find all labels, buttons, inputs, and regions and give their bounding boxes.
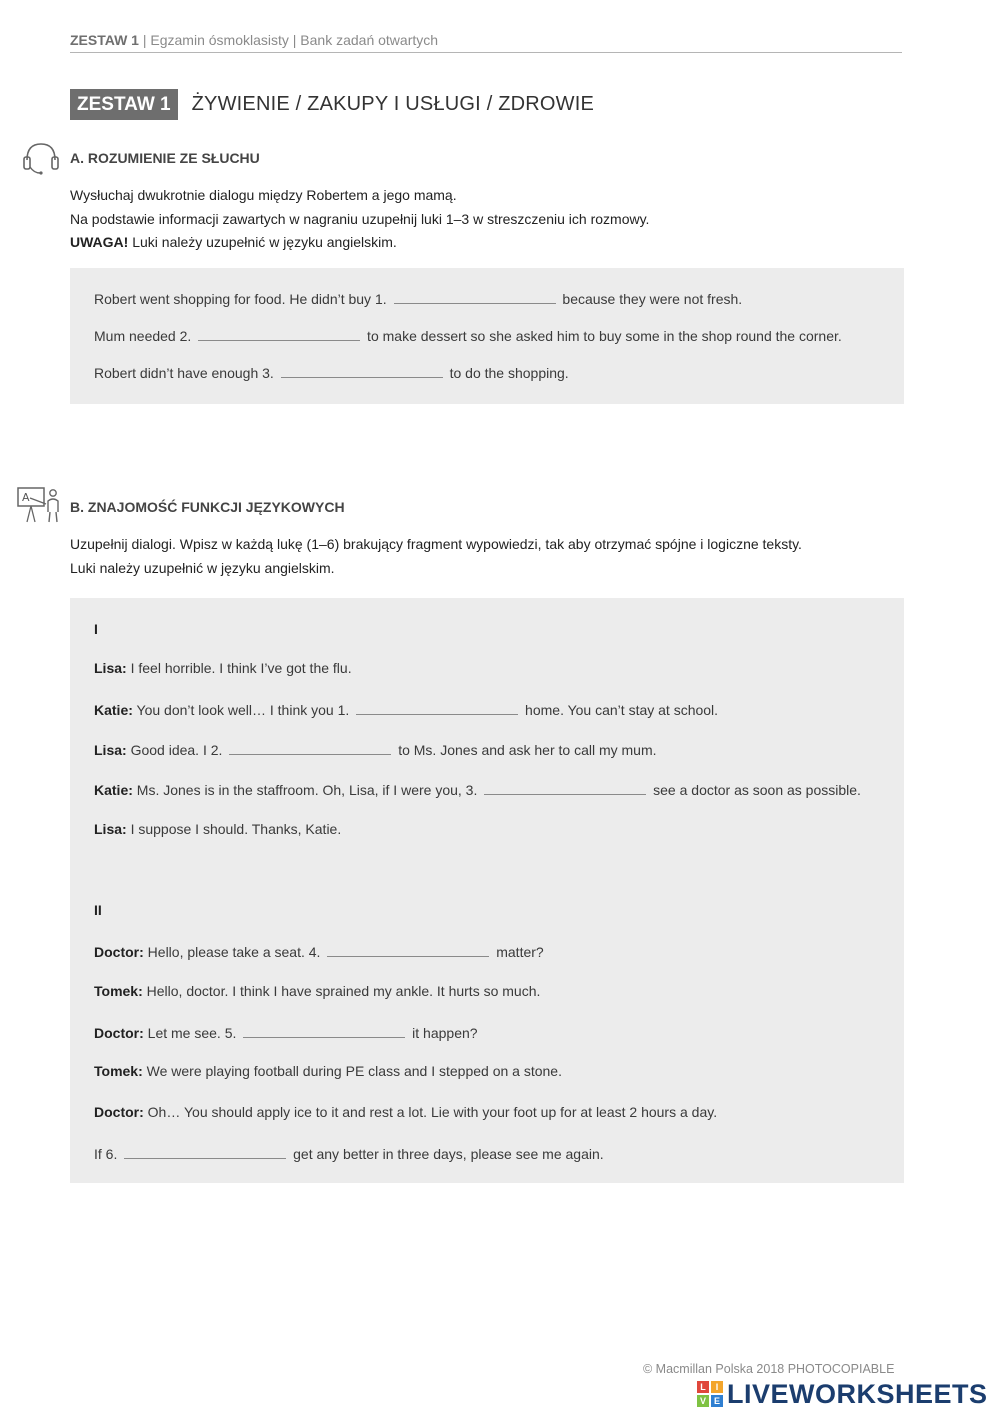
line-text: it happen? bbox=[408, 1025, 478, 1041]
section-b-instructions bbox=[70, 533, 802, 580]
line-text: see a doctor as soon as possible. bbox=[649, 782, 861, 798]
set-title bbox=[70, 88, 594, 120]
line-text: Mum needed 2. bbox=[94, 328, 196, 344]
gap-2-input[interactable] bbox=[198, 326, 360, 341]
dialog-line bbox=[94, 1104, 717, 1120]
line-text: to make dessert so she asked him to buy some in the shop round the corner. bbox=[363, 328, 842, 344]
gap-6-input[interactable] bbox=[124, 1144, 286, 1159]
gap-1-input[interactable] bbox=[356, 700, 518, 715]
logo-text: LIVEWORKSHEETS bbox=[727, 1378, 988, 1409]
instruction-line: Uzupełnij dialogi. Wpisz w każdą lukę (1–6) brakujący fragment wypowiedzi, tak aby otrzymać spójne i logiczne teksty. bbox=[70, 536, 802, 552]
gap-4-input[interactable] bbox=[327, 942, 489, 957]
instruction-line: Wysłuchaj dwukrotnie dialogu między Robertem a jego mamą. bbox=[70, 187, 457, 203]
gap-3-input[interactable] bbox=[281, 363, 443, 378]
line-text: Robert didn’t have enough 3. bbox=[94, 365, 278, 381]
warning-label: UWAGA! bbox=[70, 234, 129, 250]
speaker-name: Doctor: bbox=[94, 944, 144, 960]
line-text: Hello, doctor. I think I have sprained my ankle. It hurts so much. bbox=[142, 983, 541, 999]
dialog-line bbox=[94, 780, 861, 798]
headphones-icon bbox=[22, 140, 60, 181]
instruction-line: Luki należy uzupełnić w języku angielskim. bbox=[70, 559, 335, 576]
line-text: Good idea. I 2. bbox=[126, 742, 227, 758]
line-text: I suppose I should. Thanks, Katie. bbox=[126, 821, 342, 837]
section-a-exercise-box bbox=[70, 268, 904, 404]
teacher-board-icon bbox=[16, 485, 64, 530]
header-set-label: ZESTAW 1 bbox=[70, 32, 139, 48]
speaker-name: Katie: bbox=[94, 702, 133, 718]
dialog-line bbox=[94, 660, 352, 676]
section-b-heading: B. ZNAJOMOŚĆ FUNKCJI JĘZYKOWYCH bbox=[70, 499, 345, 515]
logo-letter-grid bbox=[697, 1381, 723, 1407]
dialog-2-label: II bbox=[94, 902, 102, 918]
section-b-exercise-box bbox=[70, 598, 904, 1183]
line-text: matter? bbox=[492, 944, 544, 960]
speaker-name: Katie: bbox=[94, 782, 133, 798]
dialog-line bbox=[94, 821, 341, 837]
line-text: Ms. Jones is in the staffroom. Oh, Lisa, if I were you, 3. bbox=[132, 782, 482, 798]
exercise-line bbox=[94, 326, 842, 344]
line-text: I feel horrible. I think I’ve got the flu. bbox=[126, 660, 352, 676]
svg-text:A: A bbox=[22, 491, 30, 504]
line-text: Oh… You should apply ice to it and rest a lot. Lie with your foot up for at least 2 hours a day. bbox=[143, 1104, 718, 1120]
instruction-line: Na podstawie informacji zawartych w nagraniu uzupełnij luki 1–3 w streszczeniu ich rozmowy. bbox=[70, 210, 650, 227]
dialog-line bbox=[94, 1023, 478, 1041]
gap-2-input[interactable] bbox=[229, 740, 391, 755]
liveworksheets-logo[interactable] bbox=[697, 1378, 988, 1410]
exercise-line bbox=[94, 289, 742, 307]
speaker-name: Tomek: bbox=[94, 983, 143, 999]
set-badge: ZESTAW 1 bbox=[70, 89, 178, 120]
section-a-instructions bbox=[70, 184, 649, 255]
speaker-name: Doctor: bbox=[94, 1025, 144, 1041]
header-subtitle: | Egzamin ósmoklasisty | Bank zadań otwartych bbox=[138, 32, 439, 48]
line-text: If 6. bbox=[94, 1146, 122, 1162]
logo-letter-e: E bbox=[711, 1395, 723, 1407]
speaker-name: Tomek: bbox=[94, 1063, 143, 1079]
line-text: Let me see. 5. bbox=[143, 1025, 241, 1041]
line-text: We were playing football during PE class and I stepped on a stone. bbox=[142, 1063, 562, 1079]
set-topic: ŻYWIENIE / ZAKUPY I USŁUGI / ZDROWIE bbox=[191, 92, 595, 115]
line-text: get any better in three days, please see me again. bbox=[289, 1146, 604, 1162]
dialog-1-label: I bbox=[94, 621, 98, 637]
line-text: to do the shopping. bbox=[445, 365, 569, 381]
line-text: Hello, please take a seat. 4. bbox=[143, 944, 325, 960]
dialog-line bbox=[94, 1144, 604, 1162]
instruction-warning bbox=[70, 231, 649, 255]
page-header bbox=[70, 32, 902, 53]
section-a-heading: A. ROZUMIENIE ZE SŁUCHU bbox=[70, 150, 260, 166]
speaker-name: Lisa: bbox=[94, 742, 127, 758]
logo-letter-v: V bbox=[697, 1395, 709, 1407]
gap-5-input[interactable] bbox=[243, 1023, 405, 1038]
exercise-line bbox=[94, 363, 569, 381]
copyright-notice: © Macmillan Polska 2018 PHOTOCOPIABLE bbox=[643, 1362, 895, 1376]
speaker-name: Lisa: bbox=[94, 821, 127, 837]
line-text: to Ms. Jones and ask her to call my mum. bbox=[394, 742, 657, 758]
gap-3-input[interactable] bbox=[484, 780, 646, 795]
logo-letter-i: I bbox=[711, 1381, 723, 1393]
dialog-line bbox=[94, 983, 540, 999]
line-text: You don’t look well… I think you 1. bbox=[132, 702, 354, 718]
dialog-line bbox=[94, 740, 657, 758]
dialog-line bbox=[94, 1063, 562, 1079]
gap-1-input[interactable] bbox=[394, 289, 556, 304]
speaker-name: Doctor: bbox=[94, 1104, 144, 1120]
line-text: Robert went shopping for food. He didn’t buy 1. bbox=[94, 291, 391, 307]
speaker-name: Lisa: bbox=[94, 660, 127, 676]
logo-letter-l: L bbox=[697, 1381, 709, 1393]
line-text: because they were not fresh. bbox=[558, 291, 743, 307]
dialog-line bbox=[94, 700, 718, 718]
warning-text: Luki należy uzupełnić w języku angielskim. bbox=[128, 234, 397, 250]
line-text: home. You can’t stay at school. bbox=[521, 702, 719, 718]
dialog-line bbox=[94, 942, 544, 960]
